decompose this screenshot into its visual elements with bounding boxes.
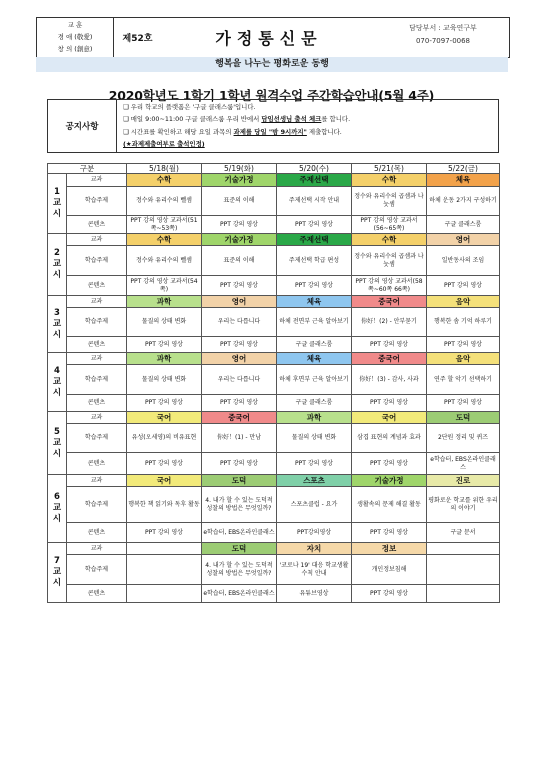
row-label-content: 콘텐츠 [67,453,127,475]
subject-cell: 수학 [127,234,202,246]
subject-cell: 영어 [202,296,277,308]
row-label-content: 콘텐츠 [67,216,127,234]
content-cell: PPT 강의 영상 [202,453,277,475]
newsletter-header [36,17,510,58]
content-cell: PPT강의영상 [277,523,352,543]
content-cell: PPT 강의 영상 [352,453,427,475]
row-label-subject: 교과 [67,543,127,555]
content-cell: 구글 문서 [427,523,500,543]
content-cell: PPT 강의 영상 [352,523,427,543]
table-row [48,216,500,234]
content-cell: PPT 강의 영상 [277,216,352,234]
table-row [48,475,500,487]
row-label-content: 콘텐츠 [67,337,127,353]
row-label-subject: 교과 [67,174,127,187]
subject-cell: 정보 [352,543,427,555]
topic-cell: 우리는 다릅니다 [202,308,277,337]
topic-cell: 하체 후면부 근육 알아보기 [277,365,352,395]
topic-cell: 하체 운동 2가지 구성하기 [427,187,500,216]
topic-cell: 정수와 유리수의 뺄셈 [127,187,202,216]
row-label-topic: 학습주제 [67,365,127,395]
table-header-cell: 5/18(월) [127,164,202,174]
content-cell [427,585,500,603]
topic-cell: '코로나 19' 대응 학교생활 수칙 안내 [277,555,352,585]
content-cell: PPT 강의 영상 [127,395,202,412]
content-cell: e학습터, EBS온라인클래스 [202,523,277,543]
subject-cell: 주제선택 [277,234,352,246]
content-cell: PPT 강의 영상 [202,395,277,412]
subject-cell: 도덕 [202,543,277,555]
row-label-content: 콘텐츠 [67,585,127,603]
content-cell: PPT 강의 영상 [202,216,277,234]
period-label: 4 교 시 [48,353,67,412]
subject-cell: 도덕 [427,412,500,424]
content-cell: PPT 강의 영상 [127,523,202,543]
subject-cell: 자치 [277,543,352,555]
subject-cell: 수학 [352,234,427,246]
table-row [48,453,500,475]
table-row [48,174,500,187]
subject-cell: 음악 [427,296,500,308]
topic-cell: 물질의 상태 변화 [127,365,202,395]
topic-cell: 일반동사의 조임 [427,246,500,276]
table-row [48,487,500,523]
row-label-subject: 교과 [67,412,127,424]
row-label-content: 콘텐츠 [67,523,127,543]
topic-cell: 4. 내가 할 수 있는 도덕적 성찰의 방법은 무엇일까? [202,487,277,523]
notice-line: ❑ 시간표를 확인하고 해당 요일 과목의 과제를 당일 "밤 9시까지" 제출합니다. [123,127,342,136]
topic-cell [127,555,202,585]
issue-number: 제52호 [122,34,153,44]
topic-cell: 삼겹 표현의 계념과 효과 [352,424,427,453]
table-row [48,296,500,308]
table-header-cell: 5/20(수) [277,164,352,174]
subject-cell: 영어 [202,353,277,365]
table-header-row [48,164,500,174]
content-cell: PPT 강의 영상 [352,337,427,353]
content-cell: 구글 클래스룸 [277,337,352,353]
row-label-content: 콘텐츠 [67,395,127,412]
topic-cell: 행복한 책 읽기와 독후 활동 [127,487,202,523]
content-cell: PPT 강의 영상 [277,276,352,296]
slogan-banner: 행복을 나누는 평화로운 동행 [36,57,508,72]
subject-cell: 과학 [127,353,202,365]
row-label-subject: 교과 [67,296,127,308]
table-row [48,337,500,353]
topic-cell: 평화로운 학교를 위한 우리의 이야기 [427,487,500,523]
content-cell [127,585,202,603]
topic-cell: 물질의 상태 변화 [277,424,352,453]
table-header-cell: 5/21(목) [352,164,427,174]
subject-cell: 체육 [277,296,352,308]
content-cell: PPT 강의 영상 [202,276,277,296]
content-cell: PPT 강의 영상 [127,337,202,353]
weekly-schedule-table [47,163,500,603]
subject-cell: 수학 [127,174,202,187]
newsletter-title: 가정통신문 [215,29,323,48]
table-header-cell: 5/22(금) [427,164,500,174]
topic-cell: 연주 할 악기 선택하기 [427,365,500,395]
motto-line: 경 애 (敬愛) [57,33,93,41]
subject-cell: 주제선택 [277,174,352,187]
topic-cell: 정수와 유리수의 곱셈과 나눗셈 [352,187,427,216]
subject-cell: 과학 [127,296,202,308]
row-label-topic: 학습주제 [67,424,127,453]
row-label-topic: 학습주제 [67,308,127,337]
topic-cell: 행복한 솜 기억 하루기 [427,308,500,337]
table-row [48,276,500,296]
table-row [48,523,500,543]
subject-cell: 수학 [352,174,427,187]
topic-cell: 주제선택 시작 안내 [277,187,352,216]
content-cell: 구글 클래스룸 [427,216,500,234]
table-row [48,555,500,585]
period-label: 2 교 시 [48,234,67,296]
content-cell: PPT 강의 영상 [277,453,352,475]
notice-lines [117,100,498,152]
period-label: 7 교 시 [48,543,67,603]
subject-cell: 중국어 [352,353,427,365]
topic-cell: 2단원 정리 및 퀴즈 [427,424,500,453]
subject-cell: 음악 [427,353,500,365]
subject-cell: 중국어 [202,412,277,424]
topic-cell: 你好！(1) - 만남 [202,424,277,453]
content-cell: PPT 강의 영상 [352,395,427,412]
topic-cell: 你好！(3) - 감사, 사과 [352,365,427,395]
table-header-cell: 구분 [48,164,127,174]
table-row [48,412,500,424]
subject-cell [127,543,202,555]
topic-cell: 개인정보침해 [352,555,427,585]
table-row [48,353,500,365]
content-cell: PPT 강의 영상 교과서(58쪽~60쪽 66쪽) [352,276,427,296]
content-cell: PPT 강의 영상 교과서(51쪽~53쪽) [127,216,202,234]
table-row [48,187,500,216]
topic-cell: 물질의 상태 변화 [127,308,202,337]
topic-cell: 스포츠클럽 - 요가 [277,487,352,523]
subject-cell: 도덕 [202,475,277,487]
content-cell: PPT 강의 영상 [127,453,202,475]
row-label-topic: 학습주제 [67,487,127,523]
subject-cell: 기술가정 [352,475,427,487]
content-cell: PPT 강의 영상 교과서(54쪽) [127,276,202,296]
topic-cell: 정수와 유리수의 곱셈과 나눗셈 [352,246,427,276]
table-row [48,585,500,603]
table-row [48,395,500,412]
page-title: 2020학년도 1학기 1학년 원격수업 주간학습안내(5월 4주) [108,88,435,103]
topic-cell: 하체 전면부 근육 알아보기 [277,308,352,337]
period-label: 5 교 시 [48,412,67,475]
table-row [48,234,500,246]
content-cell: PPT 강의 영상 [352,585,427,603]
row-label-subject: 교과 [67,234,127,246]
department-name: 담당부서 : 교육연구부 [409,24,477,32]
subject-cell: 스포츠 [277,475,352,487]
department-info [377,18,509,57]
content-cell: PPT 강의 영상 [427,276,500,296]
row-label-topic: 학습주제 [67,187,127,216]
row-label-subject: 교과 [67,475,127,487]
topic-cell [427,555,500,585]
content-cell: e학습터, EBS온라인클래스 [202,585,277,603]
notice-line: ❑ 우리 학교의 플랫폼은 '구글 클래스룸'입니다. [123,103,256,111]
topic-cell: 你好！(2) - 안부묻기 [352,308,427,337]
table-row [48,365,500,395]
row-label-topic: 학습주제 [67,246,127,276]
notice-line: ❑ 매일 9:00~11:00 구글 클래스룸 우리 반에서 담임선생님 출석 체크를 합니다. [123,115,351,124]
content-cell: PPT 강의 영상 [427,395,500,412]
motto-line: 교 훈 [67,21,83,29]
topic-cell: 4. 내가 할 수 있는 도덕적 성찰의 방법은 무엇일까? [202,555,277,585]
period-label: 1 교 시 [48,174,67,234]
row-label-topic: 학습주제 [67,555,127,585]
content-cell: e학습터, EBS온라인클래스 [427,453,500,475]
content-cell: PPT 강의 영상 [427,337,500,353]
table-row [48,424,500,453]
content-cell: 유튜브영상 [277,585,352,603]
subject-cell: 체육 [277,353,352,365]
subject-cell: 국어 [127,412,202,424]
row-label-content: 콘텐츠 [67,276,127,296]
topic-cell: 우리는 다릅니다 [202,365,277,395]
subject-cell: 진로 [427,475,500,487]
row-label-subject: 교과 [67,353,127,365]
content-cell: PPT 강의 영상 [202,337,277,353]
subject-cell: 기술가정 [202,234,277,246]
subject-cell [427,543,500,555]
subject-cell: 과학 [277,412,352,424]
subject-cell: 국어 [127,475,202,487]
table-row [48,308,500,337]
topic-cell: 유성(오세영)의 비유표현 [127,424,202,453]
topic-cell: 표준의 이해 [202,246,277,276]
notice-label: 공지사항 [48,100,117,152]
content-cell: 구글 클래스룸 [277,395,352,412]
table-row [48,246,500,276]
content-cell: PPT 강의 영상 교과서(56~65쪽) [352,216,427,234]
subject-cell: 체육 [427,174,500,187]
subject-cell: 영어 [427,234,500,246]
topic-cell: 정수와 유리수의 뺄셈 [127,246,202,276]
subject-cell: 국어 [352,412,427,424]
notice-emphasis: 과제를 당일 "밤 9시까지" [233,127,307,136]
period-label: 6 교 시 [48,475,67,543]
subject-cell: 기술가정 [202,174,277,187]
motto-line: 창 의 (創意) [57,45,93,53]
notice-box [47,99,499,153]
department-phone: 070-7097-0068 [415,37,471,45]
table-header-cell: 5/19(화) [202,164,277,174]
notice-line: (★과제제출여부로 출석인정) [123,140,205,149]
subject-cell: 중국어 [352,296,427,308]
period-label: 3 교 시 [48,296,67,353]
notice-emphasis: 담임선생님 출석 체크 [261,115,322,124]
table-row [48,543,500,555]
school-motto [37,18,114,57]
topic-cell: 주제선택 학급 편성 [277,246,352,276]
topic-cell: 생활속의 문제 해결 활동 [352,487,427,523]
topic-cell: 표준의 이해 [202,187,277,216]
